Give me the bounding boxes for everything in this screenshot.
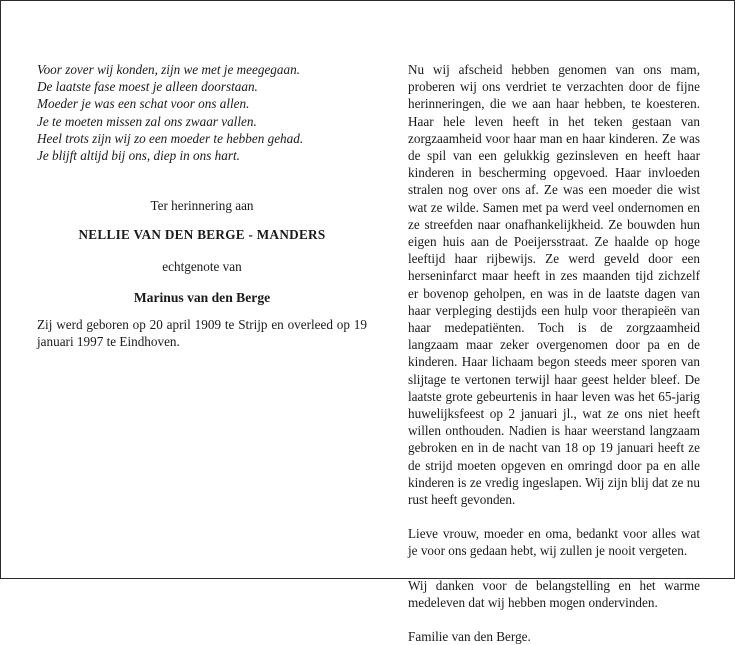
- poem-line: Moeder je was een schat voor ons allen.: [37, 96, 250, 112]
- poem-line: Je te moeten missen zal ons zwaar vallen.: [37, 113, 257, 129]
- in-memory-heading: Ter herinnering aan: [150, 198, 254, 213]
- family-signature: Familie van den Berge.: [408, 629, 531, 645]
- spouse-of-label: echtgenote van: [162, 259, 242, 274]
- tribute-paragraph: Nu wij afscheid hebben genomen van ons mam, proberen wij ons verdriet te verzachten door de fijne herinneringen, die we aan haar hebben, te koesteren. Haar hele leven heeft in het teken gestaan van zorgzaamheid voor haar man en haar kinderen. Ze was de spil van een gelukkig gezinsleven en heeft haar kinderen in bescherming opgevoed. Haar invloeden stralen nog over ons af. Ze was een moeder die wist wat ze wilde. Samen met pa werd veel ondernomen en ze streefden naar onafhankelijkheid. Ze bouwden hun eigen huis aan de Poeijersstraat. Ze haalde op hoge leeftijd haar rijbewijs. Ze werd geveld door een herseninfarct maar heeft in zes maanden tijd zichzelf er bovenop geholpen, en was in de laatste dagen van haar verpleging destijds een hulp voor therapieën van haar medepatiënten. Toch is de zorgzaamheid langzaam maar zeker overgenomen door pa en de kinderen. Haar lichaam begon steeds meer sporen van slijtage te vertonen terwijl haar geest helder bleef. De laatste grote gebeurtenis in haar leven was het 65-jarig huwelijksfeest op 2 januari jl., wat ze ons niet heeft willen onthouden. Nadien is haar weerstand langzaam gebroken en in de nacht van 18 op 19 januari heeft ze de strijd moeten opgeven en omringd door pa en alle kinderen is ze vredig ingeslapen. Wij zijn blij dat ze nu rust heeft gevonden.: [408, 62, 700, 508]
- thanks-paragraph: Wij danken voor de belangstelling en het warme medeleven dat wij hebben mogen ondervinden.: [408, 577, 700, 610]
- farewell-paragraph: Lieve vrouw, moeder en oma, bedankt voor alles wat je voor ons gedaan hebt, wij zullen je nooit vergeten.: [408, 526, 700, 559]
- poem-line: Heel trots zijn wij zo een moeder te hebben gehad.: [37, 130, 304, 146]
- poem-line: Je blijft altijd bij ons, diep in ons hart.: [37, 148, 240, 164]
- poem-line: De laatste fase moest je alleen doorstaan.: [37, 79, 258, 95]
- poem-line: Voor zover wij konden, zijn we met je meegegaan.: [37, 62, 300, 77]
- birth-death-text: Zij werd geboren op 20 april 1909 te Strijp en overleed op 19 januari 1997 te Eindhoven.: [37, 317, 367, 350]
- left-column: [37, 61, 367, 350]
- spouse-name: Marinus van den Berge: [133, 290, 271, 305]
- deceased-name: NELLIE VAN DEN BERGE - MANDERS: [78, 227, 326, 242]
- poem: [37, 61, 367, 164]
- right-column: [408, 61, 700, 645]
